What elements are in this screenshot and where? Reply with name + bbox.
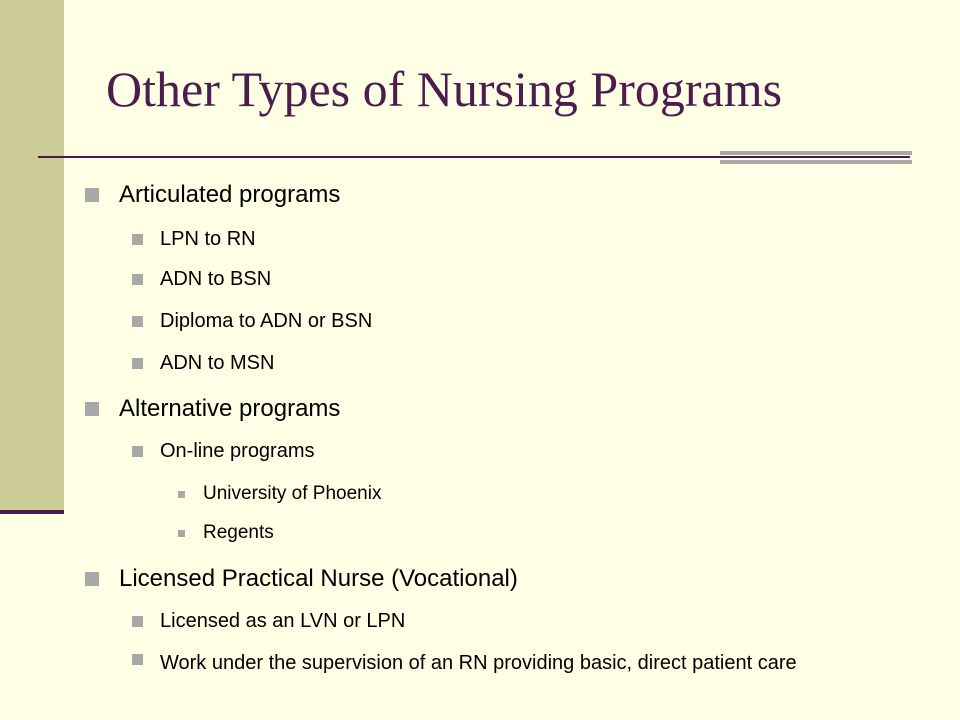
slide-title: Other Types of Nursing Programs bbox=[106, 61, 783, 117]
list-item-text: ADN to MSN bbox=[160, 352, 275, 374]
list-item-text: University of Phoenix bbox=[203, 483, 382, 504]
list-item bbox=[160, 228, 256, 251]
list-item-text: Diploma to ADN or BSN bbox=[160, 310, 373, 332]
square-bullet-icon bbox=[85, 402, 99, 416]
list-item bbox=[160, 268, 271, 291]
square-bullet-icon bbox=[178, 491, 185, 498]
square-bullet-icon bbox=[85, 572, 99, 586]
list-item bbox=[119, 181, 340, 209]
list-item-text: Work under the supervision of an RN providing basic, direct patient care bbox=[160, 652, 797, 674]
list-item-text: On-line programs bbox=[160, 440, 315, 462]
list-item bbox=[160, 610, 405, 633]
square-bullet-icon bbox=[132, 654, 143, 665]
list-item-text: Licensed Practical Nurse (Vocational) bbox=[119, 565, 518, 592]
list-item bbox=[160, 648, 880, 678]
list-item bbox=[203, 483, 381, 505]
list-item-text: ADN to BSN bbox=[160, 268, 272, 290]
list-item-text: Alternative programs bbox=[119, 395, 341, 422]
square-bullet-icon bbox=[132, 316, 143, 327]
list-item bbox=[160, 440, 315, 463]
square-bullet-icon bbox=[132, 358, 143, 369]
list-item bbox=[160, 310, 372, 333]
list-item bbox=[203, 522, 274, 544]
list-item-text: Licensed as an LVN or LPN bbox=[160, 610, 406, 632]
list-item-text: Regents bbox=[203, 522, 274, 543]
square-bullet-icon bbox=[132, 274, 143, 285]
square-bullet-icon bbox=[132, 616, 143, 627]
square-bullet-icon bbox=[178, 530, 185, 537]
list-item-text: LPN to RN bbox=[160, 228, 256, 250]
square-bullet-icon bbox=[85, 188, 99, 202]
square-bullet-icon bbox=[132, 234, 143, 245]
list-item bbox=[119, 395, 340, 423]
list-item bbox=[119, 565, 518, 593]
list-item bbox=[160, 352, 274, 375]
square-bullet-icon bbox=[132, 446, 143, 457]
list-item-text: Articulated programs bbox=[119, 181, 341, 208]
